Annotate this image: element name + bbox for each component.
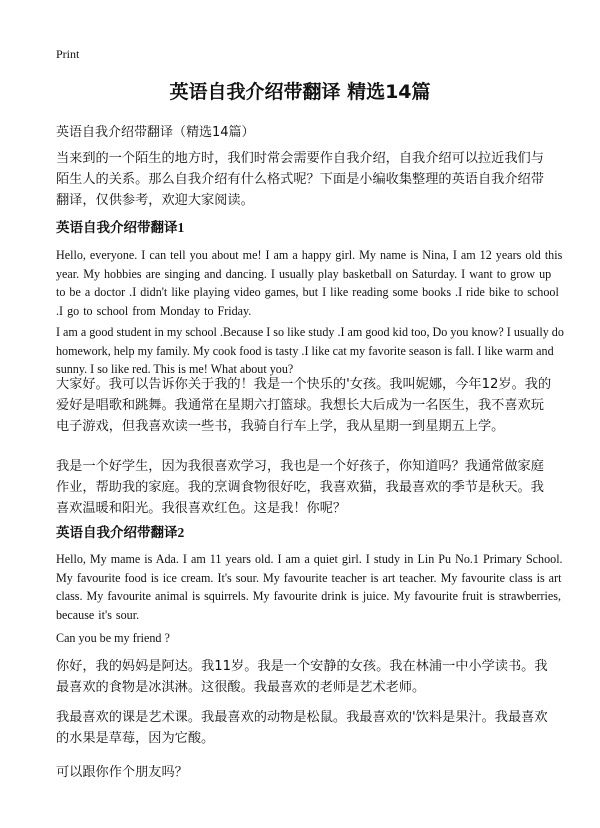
section-2-heading	[56, 521, 184, 541]
section-2-heading-number: 2	[177, 525, 185, 540]
section-1-heading	[56, 216, 184, 236]
section-1-heading-number: 1	[177, 220, 185, 235]
page-title: 英语自我介绍带翻译 精选14篇	[169, 81, 431, 103]
section-1-chinese-paragraph-2: 我是一个好学生，因为我很喜欢学习，我也是一个好孩子，你知道吗？我通常做家庭作业，帮助我的家庭。我的烹调食物很好吃，我喜欢猫，我最喜欢的季节是秋天。我喜欢温暖和阳光。我很喜欢红色。这是我！你呢？	[56, 459, 544, 516]
page-subtitle: 英语自我介绍带翻译（精选14篇）	[56, 125, 255, 140]
section-1-english-paragraph-1: Hello, everyone. I can tell you about me! I am a happy girl. My name is Nina, I am 12 years old this year. My hobbies are singing and dancing. I usually play basketball on Saturday. I want to grow up to be a doctor .I didn't like playing video games, but I like reading some books .I ride bike to school .I go to school from Monday to Friday.	[56, 248, 563, 318]
section-2-chinese-paragraph-3: 可以跟你作个朋友吗？	[56, 765, 188, 780]
section-1-english-paragraph-2: I am a good student in my school .Because I so like study .I am good kid too, Do you know? I usually do homework, help my family. My cook food is tasty .I like cat my favorite season is fall. I like warm and sunny. I so like red. This is me! What about you?	[56, 325, 564, 376]
print-label[interactable]: Print	[56, 47, 80, 61]
section-1-chinese-paragraph-1: 大家好。我可以告诉你关于我的！我是一个快乐的'女孩。我叫妮娜，今年12岁。我的爱好是唱歌和跳舞。我通常在星期六打篮球。我想长大后成为一名医生，我不喜欢玩电子游戏，但我喜欢读一些书，我骑自行车上学，我从星期一到星期五上学。	[56, 377, 552, 434]
section-2-english-paragraph-1: Hello, My mame is Ada. I am 11 years old. I am a quiet girl. I study in Lin Pu No.1 Primary School. My favourite food is ice cream. It's sour. My favourite teacher is art teacher. My favourite class is art class. My favourite animal is squirrels. My favourite drink is juice. My favourite fruit is strawberries, because it's sour.	[56, 552, 563, 622]
section-2-heading-text: 英语自我介绍带翻译	[56, 525, 178, 541]
intro-paragraph: 当来到的一个陌生的地方时，我们时常会需要作自我介绍，自我介绍可以拉近我们与陌生人的关系。那么自我介绍有什么格式呢？下面是小编收集整理的英语自我介绍带翻译，仅供参考，欢迎大家阅读。	[56, 151, 544, 208]
section-1-heading-text: 英语自我介绍带翻译	[56, 220, 178, 236]
section-2-chinese-paragraph-2: 我最喜欢的课是艺术课。我最喜欢的动物是松鼠。我最喜欢的'饮料是果汁。我最喜欢的水果是草莓，因为它酸。	[56, 710, 548, 746]
section-2-chinese-paragraph-1: 你好，我的妈妈是阿达。我11岁。我是一个安静的女孩。我在林浦一中小学读书。我最喜欢的食物是冰淇淋。这很酸。我最喜欢的老师是艺术老师。	[56, 659, 548, 695]
section-2-english-paragraph-2: Can you be my friend ?	[56, 631, 170, 645]
